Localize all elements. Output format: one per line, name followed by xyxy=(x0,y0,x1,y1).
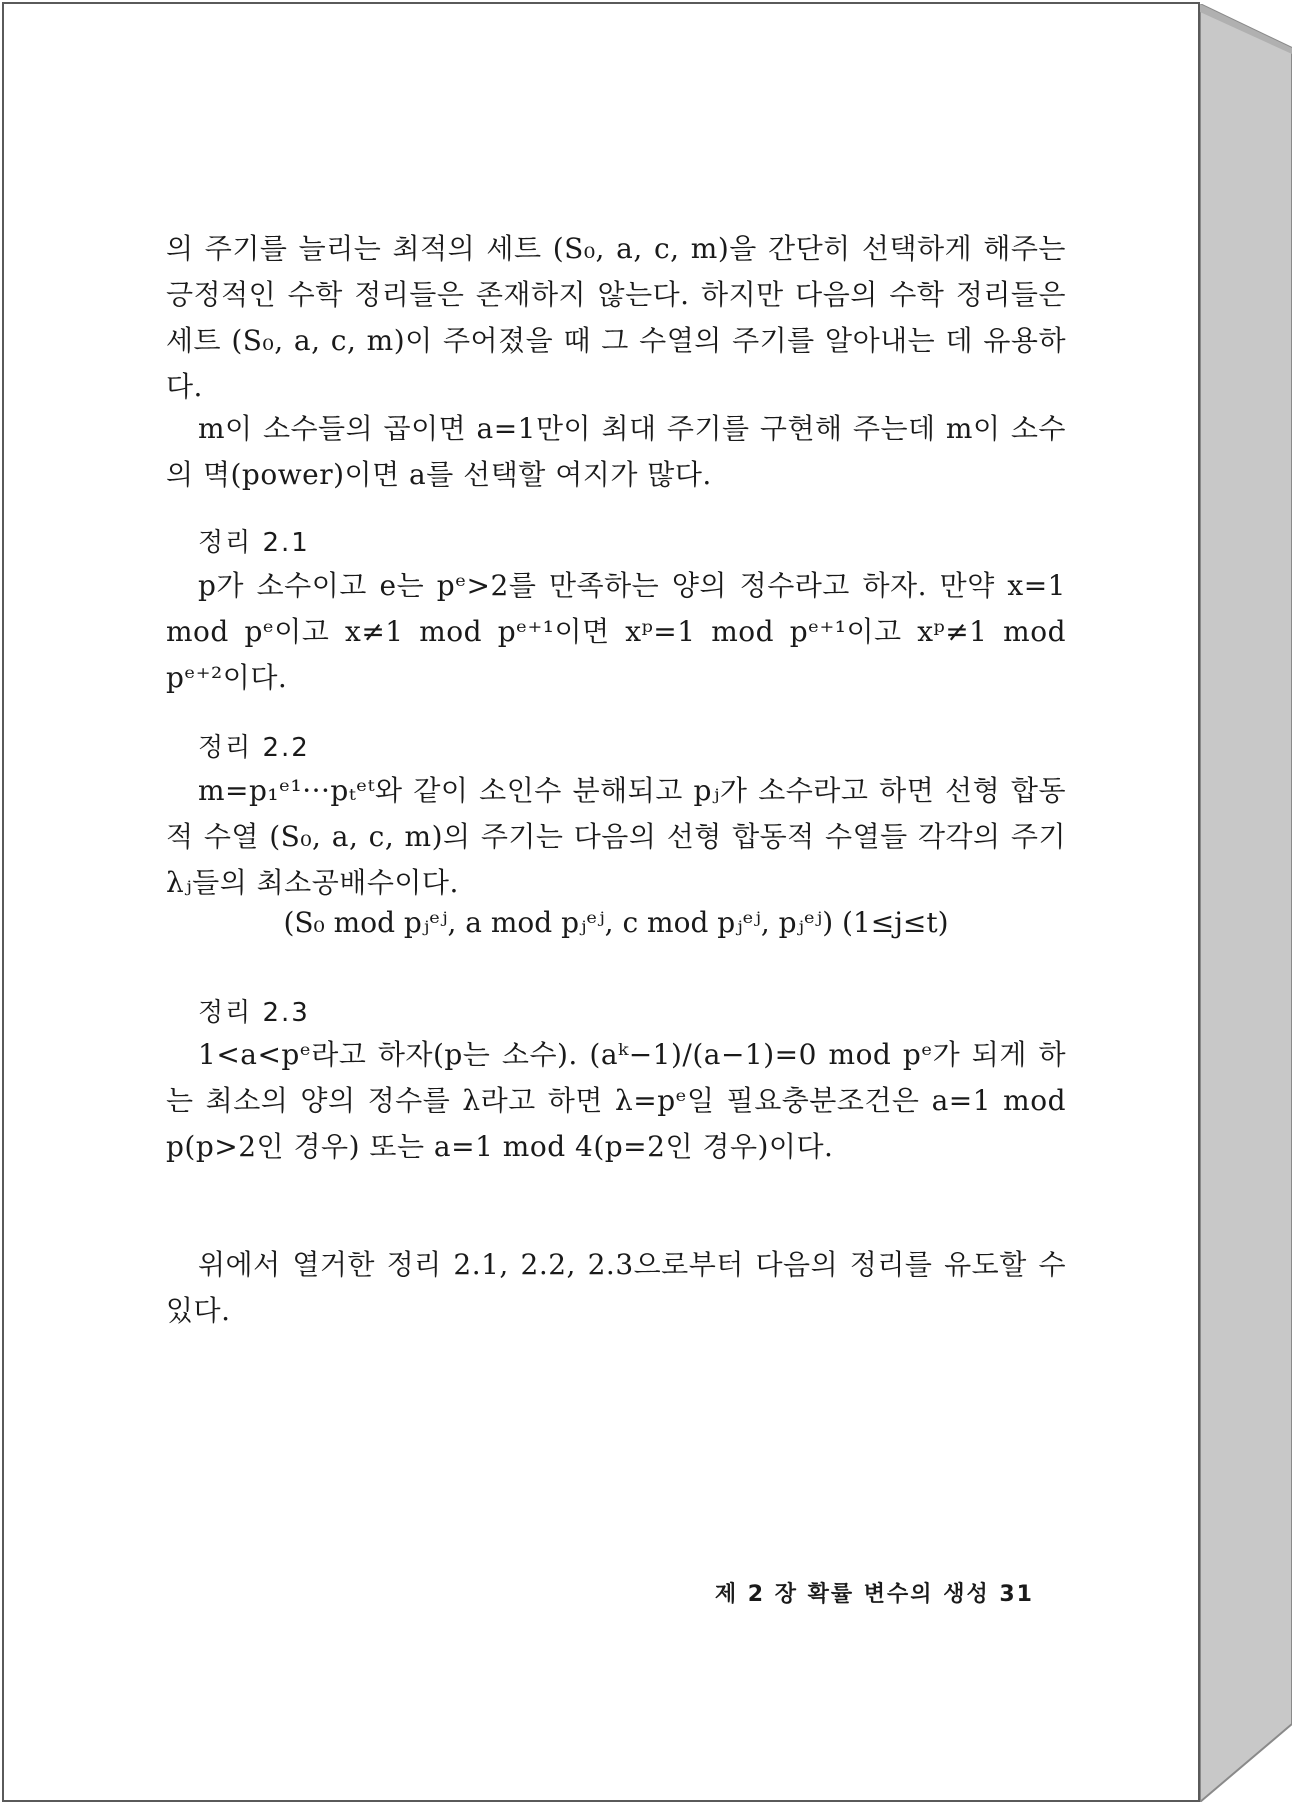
theorem-2-3-heading: 정리 2.3 xyxy=(198,998,310,1028)
theorem-2-3-body: 1<a<pᵉ라고 하자(p는 소수). (aᵏ−1)/(a−1)=0 mod pᵉ가 되게 하는 최소의 양의 정수를 λ라고 하면 λ=pᵉ일 필요충분조건은 a=1 mod p(p>2인 경우) 또는 a=1 mod 4(p=2인 경우)이다. xyxy=(166,1038,1066,1163)
theorem-2-2-heading: 정리 2.2 xyxy=(198,733,310,763)
paragraph-second: m이 소수들의 곱이면 a=1만이 최대 주기를 구현해 주는데 m이 소수의 멱(power)이면 a를 선택할 여지가 많다. xyxy=(166,412,1066,491)
paragraph-conclusion: 위에서 열거한 정리 2.1, 2.2, 2.3으로부터 다음의 정리를 유도할 수 있다. xyxy=(166,1248,1066,1327)
theorem-2-2-body: m=p₁ᵉ¹···pₜᵉᵗ와 같이 소인수 분해되고 pⱼ가 소수라고 하면 선형 합동적 수열 (S₀, a, c, m)의 주기는 다음의 선형 합동적 수열들 각각의 주기 λⱼ들의 최소공배수이다. xyxy=(166,774,1066,899)
book-side-edge xyxy=(1200,4,1292,1802)
theorem-2-1-heading: 정리 2.1 xyxy=(198,528,310,558)
theorem-2-1-body: p가 소수이고 e는 pᵉ>2를 만족하는 양의 정수라고 하자. 만약 x=1 mod pᵉ이고 x≠1 mod pᵉ⁺¹이면 xᵖ=1 mod pᵉ⁺¹이고 xᵖ≠1 mod pᵉ⁺²이다. xyxy=(166,569,1066,694)
paragraph-intro: 의 주기를 늘리는 최적의 세트 (S₀, a, c, m)을 간단히 선택하게 해주는 긍정적인 수학 정리들은 존재하지 않는다. 하지만 다음의 수학 정리들은 세트 (S₀, a, c, m)이 주어졌을 때 그 수열의 주기를 알아내는 데 유용하다. xyxy=(166,232,1066,403)
theorem-2-2-formula: (S₀ mod pⱼᵉʲ, a mod pⱼᵉʲ, c mod pⱼᵉʲ, pⱼᵉʲ) (1≤j≤t) xyxy=(283,906,949,939)
page-footer: 제 2 장 확률 변수의 생성 31 xyxy=(714,1582,1034,1607)
